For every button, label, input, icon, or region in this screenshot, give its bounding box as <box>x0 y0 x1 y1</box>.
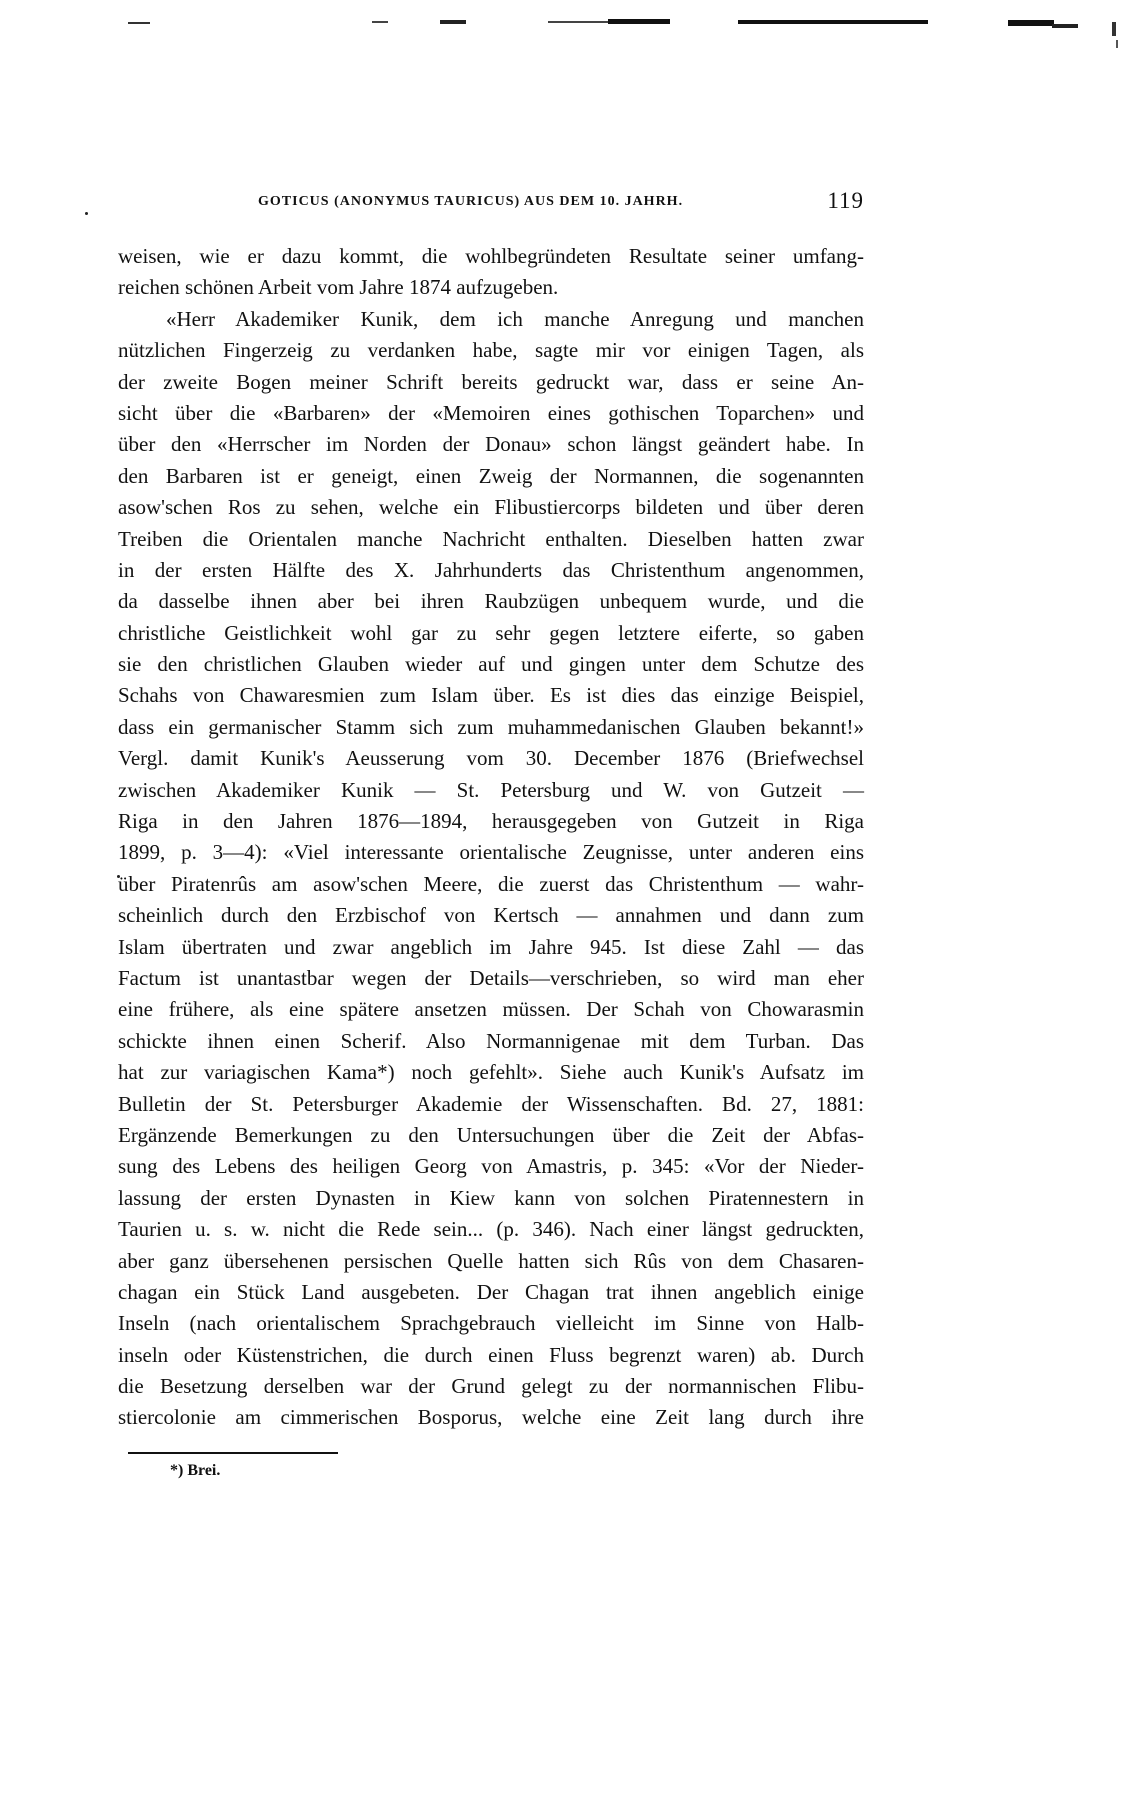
text-line: die Besetzung derselben war der Grund gelegt zu der normannischen Flibu- <box>118 1374 864 1399</box>
page-header <box>118 188 864 218</box>
text-line: aber ganz übersehenen persischen Quelle hatten sich Rûs von dem Chasaren- <box>118 1248 864 1273</box>
text-line: Inseln (nach orientalischem Sprachgebrauch vielleicht im Sinne von Halb- <box>118 1311 864 1336</box>
text-line: da dasselbe ihnen aber bei ihren Raubzügen unbequem wurde, und die <box>118 589 864 614</box>
text-line: Taurien u. s. w. nicht die Rede sein... (p. 346). Nach einer längst gedruckten, <box>118 1217 864 1242</box>
text-line: Schahs von Chawaresmien zum Islam über. Es ist dies das einzige Beispiel, <box>118 683 864 708</box>
text-line: Bulletin der St. Petersburger Akademie der Wissenschaften. Bd. 27, 1881: <box>118 1091 864 1116</box>
text-line: weisen, wie er dazu kommt, die wohlbegründeten Resultate seiner umfang- <box>118 244 864 268</box>
running-head: GOTICUS (ANONYMUS TAURICUS) AUS DEM 10. JAHRH. <box>258 194 684 209</box>
text-line: Riga in den Jahren 1876—1894, herausgegeben von Gutzeit in Riga <box>118 809 864 834</box>
text-line: Treiben die Orientalen manche Nachricht enthalten. Dieselben hatten zwar <box>118 526 864 551</box>
text-line: in der ersten Hälfte des X. Jahrhunderts das Christenthum angenommen, <box>118 557 864 582</box>
text-line: reichen schönen Arbeit vom Jahre 1874 aufzugeben. <box>118 275 559 300</box>
page-number: 119 <box>827 188 864 213</box>
text-line: inseln oder Küstenstrichen, die durch einen Fluss begrenzt waren) ab. Durch <box>118 1342 864 1367</box>
text-line: «Herr Akademiker Kunik, dem ich manche Anregung und manchen <box>166 306 864 331</box>
text-line: eine frühere, als eine spätere ansetzen müssen. Der Schah von Chowarasmin <box>118 997 864 1022</box>
body-text <box>118 241 864 1434</box>
text-line: stiercolonie am cimmerischen Bosporus, welche eine Zeit lang durch ihre <box>118 1405 864 1430</box>
text-line: sicht über die «Barbaren» der «Memoiren eines gothischen Toparchen» und <box>118 400 864 425</box>
footnote: *) Brei. <box>170 1462 221 1479</box>
text-line: Ergänzende Bemerkungen zu den Untersuchungen über die Zeit der Abfas- <box>118 1122 864 1147</box>
text-line: Factum ist unantastbar wegen der Details—verschrieben, so wird man eher <box>118 965 864 990</box>
text-line: der zweite Bogen meiner Schrift bereits gedruckt war, dass er seine An- <box>118 369 864 394</box>
text-line: über Piratenrûs am asow'schen Meere, die zuerst das Christenthum — wahr- <box>118 871 864 896</box>
text-line: scheinlich durch den Erzbischof von Kertsch — annahmen und dann zum <box>118 903 864 928</box>
text-line: sung des Lebens des heiligen Georg von Amastris, p. 345: «Vor der Nieder- <box>118 1154 864 1179</box>
text-line: schickte ihnen einen Scherif. Also Normannigenae mit dem Turban. Das <box>118 1028 864 1053</box>
text-line: nützlichen Fingerzeig zu verdanken habe, sagte mir vor einigen Tagen, als <box>118 338 864 363</box>
text-line: sie den christlichen Glauben wieder auf und gingen unter dem Schutze des <box>118 652 864 677</box>
text-line: chagan ein Stück Land ausgebeten. Der Chagan trat ihnen angeblich einige <box>118 1279 864 1304</box>
text-line: 1899, p. 3—4): «Viel interessante orientalische Zeugnisse, unter anderen eins <box>118 840 864 865</box>
text-line: lassung der ersten Dynasten in Kiew kann von solchen Piratennestern in <box>118 1185 864 1210</box>
text-line: asow'schen Ros zu sehen, welche ein Flibustiercorps bildeten und über deren <box>118 495 864 520</box>
text-line: den Barbaren ist er geneigt, einen Zweig der Normannen, die sogenannten <box>118 463 864 488</box>
scan-artifact-strip <box>0 14 1140 54</box>
text-line: Islam übertraten und zwar angeblich im Jahre 945. Ist diese Zahl — das <box>118 934 864 959</box>
text-line: zwischen Akademiker Kunik — St. Petersburg und W. von Gutzeit — <box>118 777 864 802</box>
text-line: christliche Geistlichkeit wohl gar zu sehr gegen letztere eiferte, so gaben <box>118 620 864 645</box>
text-line: Vergl. damit Kunik's Aeusserung vom 30. December 1876 (Briefwechsel <box>118 746 864 771</box>
stray-mark <box>85 212 88 215</box>
text-line: über den «Herrscher im Norden der Donau» schon längst geändert habe. In <box>118 432 864 457</box>
text-line: hat zur variagischen Kama*) noch gefehlt». Siehe auch Kunik's Aufsatz im <box>118 1060 864 1085</box>
text-line: dass ein germanischer Stamm sich zum muhammedanischen Glauben bekannt!» <box>118 714 864 739</box>
footnote-rule <box>128 1452 338 1454</box>
